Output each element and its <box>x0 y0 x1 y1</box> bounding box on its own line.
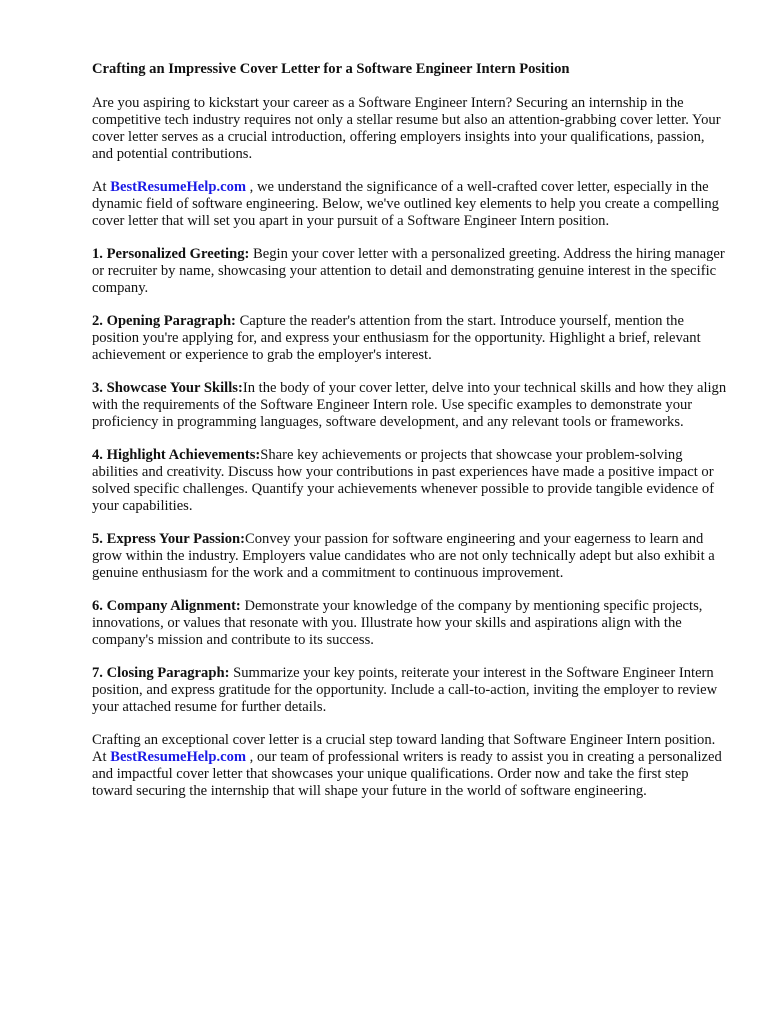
section-text: Capture the reader's attention from the start. Introduce yourself, mention the position you're applying for, and express your enthusiasm for the opportunity. Highlight a brief, relevant achievement or experience to grab the employer's interest. <box>92 313 701 363</box>
section-heading: 2. Opening Paragraph: <box>92 313 236 329</box>
section-heading: 6. Company Alignment: <box>92 598 241 614</box>
closing-paragraph <box>92 732 728 800</box>
section-express-passion <box>92 531 728 582</box>
about-prefix: At <box>92 179 111 195</box>
section-showcase-skills <box>92 380 728 431</box>
section-heading: 7. Closing Paragraph: <box>92 665 230 681</box>
section-highlight-achievements <box>92 447 728 515</box>
section-text: Convey your passion for software engineering and your eagerness to learn and grow within the industry. Employers value candidates who are not only technically adept but also exhibit a genuine enthusiasm for the work and a commitment to continuous improvement. <box>92 531 715 581</box>
closing-text: , our team of professional writers is ready to assist you in creating a personalized and impactful cover letter that showcases your unique qualifications. Order now and take the first step toward securing the internship that will shape your future in the world of software engineering. <box>92 749 722 799</box>
section-personalized-greeting <box>92 246 728 297</box>
section-opening-paragraph <box>92 313 728 364</box>
about-paragraph <box>92 179 728 230</box>
intro-paragraph: Are you aspiring to kickstart your career as a Software Engineer Intern? Securing an internship in the competitive tech industry requires not only a stellar resume but also an attention-grabbing cover letter. Your cover letter serves as a crucial introduction, offering employers insights into your qualifications, passion, and potential contributions. <box>92 95 721 162</box>
bestresumehelp-link-closing[interactable]: BestResumeHelp.com <box>110 749 247 765</box>
section-text: Summarize your key points, reiterate your interest in the Software Engineer Intern position, and express gratitude for the opportunity. Include a call-to-action, inviting the employer to review your attached resume for further details. <box>92 665 718 715</box>
bestresumehelp-link[interactable]: BestResumeHelp.com <box>110 179 247 195</box>
section-text: In the body of your cover letter, delve into your technical skills and how they align with the requirements of the Software Engineer Intern role. Use specific examples to demonstrate your proficiency in programming languages, software development, and any relevant tools or frameworks. <box>92 380 727 430</box>
about-text: , we understand the significance of a well-crafted cover letter, especially in the dynamic field of software engineering. Below, we've outlined key elements to help you create a compelling cover letter that will set you apart in your pursuit of a Software Engineer Intern position. <box>92 179 719 229</box>
section-closing-paragraph <box>92 665 728 716</box>
closing-prefix: Crafting an exceptional cover letter is a crucial step toward landing that Software Engineer Intern position. At <box>92 732 716 765</box>
section-heading: 5. Express Your Passion: <box>92 531 245 547</box>
section-text: Demonstrate your knowledge of the company by mentioning specific projects, innovations, or values that resonate with you. Illustrate how your skills and aspirations align with the company's mission and contribute to its success. <box>92 598 703 648</box>
section-heading: 3. Showcase Your Skills: <box>92 380 243 396</box>
section-heading: 4. Highlight Achievements: <box>92 447 261 463</box>
document-title: Crafting an Impressive Cover Letter for a Software Engineer Intern Position <box>92 61 570 77</box>
document-page <box>92 61 728 816</box>
section-heading: 1. Personalized Greeting: <box>92 246 250 262</box>
section-text: Begin your cover letter with a personalized greeting. Address the hiring manager or recruiter by name, showcasing your attention to detail and demonstrating genuine interest in the specific company. <box>92 246 725 296</box>
section-text: Share key achievements or projects that showcase your problem-solving abilities and creativity. Discuss how your contributions in past experiences have made a positive impact or solved specific challenges. Quantify your achievements whenever possible to provide tangible evidence of your capabilities. <box>92 447 715 514</box>
section-company-alignment <box>92 598 728 649</box>
